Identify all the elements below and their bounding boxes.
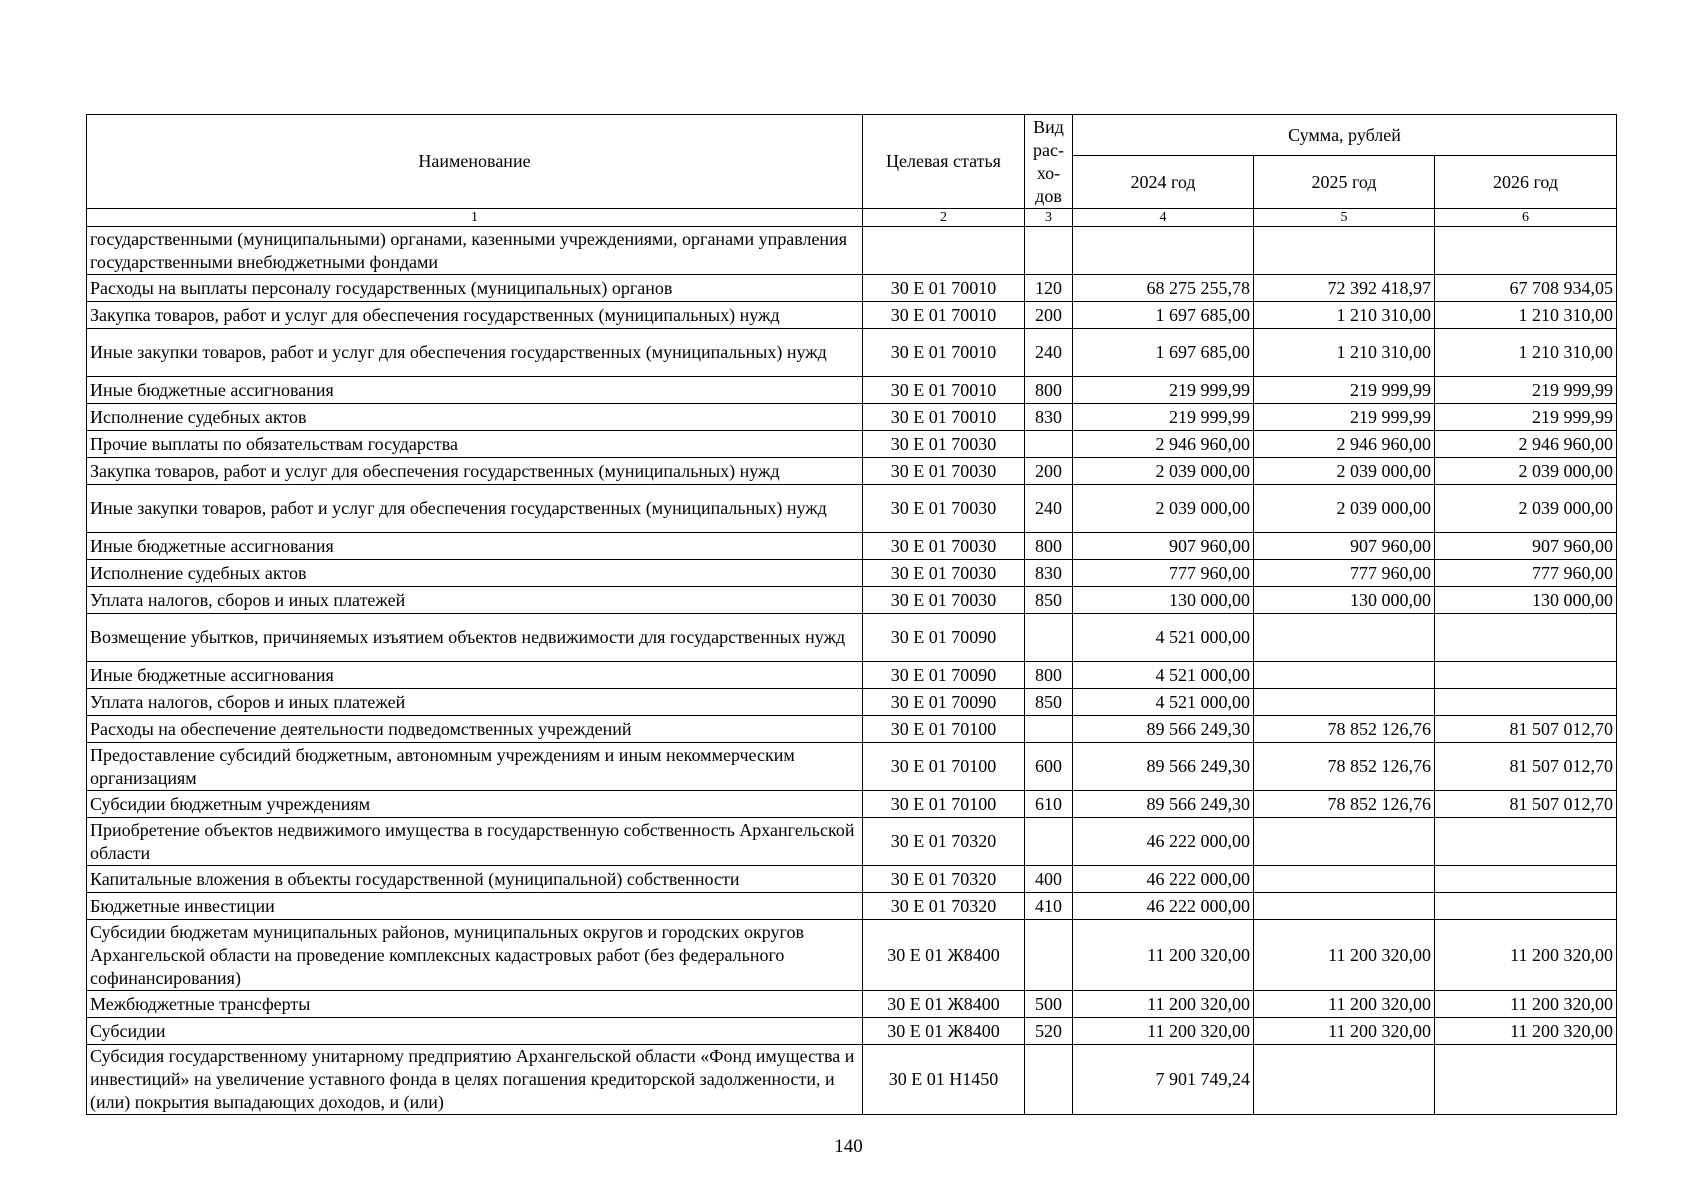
table-row [87,227,1617,275]
cell-amount-2024: 219 999,99 [1073,404,1254,431]
table-row [87,533,1617,560]
table-row [87,329,1617,377]
cell-target-article: 30 Е 01 70010 [863,302,1025,329]
table-row [87,991,1617,1018]
table-row [87,614,1617,662]
column-number: 2 [863,209,1025,227]
cell-name: Иные закупки товаров, работ и услуг для обеспечения государственных (муниципальных) нужд [87,485,863,533]
cell-amount-2024: 89 566 249,30 [1073,791,1254,818]
cell-amount-2024: 4 521 000,00 [1073,689,1254,716]
cell-amount-2024: 11 200 320,00 [1073,991,1254,1018]
cell-amount-2024: 1 697 685,00 [1073,329,1254,377]
cell-amount-2026: 11 200 320,00 [1435,1018,1617,1045]
cell-amount-2026 [1435,1045,1617,1115]
cell-amount-2024: 89 566 249,30 [1073,743,1254,791]
cell-amount-2025 [1254,227,1435,275]
cell-amount-2024: 11 200 320,00 [1073,920,1254,991]
cell-amount-2024: 7 901 749,24 [1073,1045,1254,1115]
table-row [87,689,1617,716]
cell-amount-2025: 78 852 126,76 [1254,716,1435,743]
cell-name: Возмещение убытков, причиняемых изъятием объектов недвижимости для государственных нужд [87,614,863,662]
cell-target-article: 30 Е 01 Ж8400 [863,1018,1025,1045]
cell-amount-2024: 11 200 320,00 [1073,1018,1254,1045]
cell-amount-2026: 11 200 320,00 [1435,991,1617,1018]
cell-expense-kind: 520 [1025,1018,1073,1045]
cell-name: Капитальные вложения в объекты государственной (муниципальной) собственности [87,866,863,893]
cell-name: Иные бюджетные ассигнования [87,377,863,404]
cell-amount-2026: 81 507 012,70 [1435,743,1617,791]
cell-amount-2026: 2 039 000,00 [1435,485,1617,533]
cell-amount-2024: 89 566 249,30 [1073,716,1254,743]
cell-amount-2025: 130 000,00 [1254,587,1435,614]
cell-amount-2025: 219 999,99 [1254,377,1435,404]
cell-name: Иные бюджетные ассигнования [87,662,863,689]
cell-amount-2026: 67 708 934,05 [1435,275,1617,302]
cell-target-article: 30 Е 01 70010 [863,275,1025,302]
cell-name: Межбюджетные трансферты [87,991,863,1018]
cell-amount-2025: 2 946 960,00 [1254,431,1435,458]
cell-amount-2026: 219 999,99 [1435,404,1617,431]
cell-expense-kind: 850 [1025,689,1073,716]
cell-expense-kind: 200 [1025,458,1073,485]
cell-expense-kind: 120 [1025,275,1073,302]
cell-expense-kind: 200 [1025,302,1073,329]
cell-name: Субсидии бюджетным учреждениям [87,791,863,818]
cell-amount-2026 [1435,614,1617,662]
table-row [87,302,1617,329]
cell-expense-kind [1025,431,1073,458]
cell-name: Уплата налогов, сборов и иных платежей [87,587,863,614]
cell-target-article: 30 Е 01 70030 [863,560,1025,587]
cell-amount-2025: 907 960,00 [1254,533,1435,560]
header-sum: Сумма, рублей [1073,115,1617,156]
table-row [87,920,1617,991]
cell-expense-kind: 830 [1025,560,1073,587]
cell-target-article: 30 Е 01 70010 [863,377,1025,404]
cell-amount-2026: 219 999,99 [1435,377,1617,404]
cell-name: Расходы на обеспечение деятельности подведомственных учреждений [87,716,863,743]
cell-target-article: 30 Е 01 70030 [863,533,1025,560]
cell-amount-2025: 11 200 320,00 [1254,991,1435,1018]
table-row [87,560,1617,587]
cell-target-article: 30 Е 01 Ж8400 [863,920,1025,991]
header-year-2025: 2025 год [1254,156,1435,209]
cell-name: государственными (муниципальными) органами, казенными учреждениями, органами управления государственными внебюджетными фондами [87,227,863,275]
cell-expense-kind: 400 [1025,866,1073,893]
cell-expense-kind: 800 [1025,662,1073,689]
cell-target-article: 30 Е 01 70320 [863,893,1025,920]
cell-amount-2025: 2 039 000,00 [1254,458,1435,485]
cell-amount-2026: 11 200 320,00 [1435,920,1617,991]
cell-amount-2025: 219 999,99 [1254,404,1435,431]
column-number: 1 [87,209,863,227]
table-row [87,743,1617,791]
table-row [87,662,1617,689]
table-row [87,431,1617,458]
cell-amount-2025 [1254,866,1435,893]
header-expense-kind: Вид рас-хо-дов [1025,115,1073,209]
cell-amount-2026: 1 210 310,00 [1435,329,1617,377]
cell-expense-kind [1025,227,1073,275]
cell-amount-2025: 72 392 418,97 [1254,275,1435,302]
cell-target-article: 30 Е 01 70090 [863,662,1025,689]
cell-target-article: 30 Е 01 70030 [863,458,1025,485]
cell-expense-kind: 850 [1025,587,1073,614]
cell-amount-2024: 130 000,00 [1073,587,1254,614]
cell-amount-2026 [1435,893,1617,920]
cell-amount-2024: 1 697 685,00 [1073,302,1254,329]
cell-amount-2024: 219 999,99 [1073,377,1254,404]
cell-name: Бюджетные инвестиции [87,893,863,920]
table-row [87,791,1617,818]
cell-amount-2026 [1435,866,1617,893]
cell-amount-2024: 46 222 000,00 [1073,866,1254,893]
cell-amount-2026: 2 039 000,00 [1435,458,1617,485]
cell-name: Расходы на выплаты персоналу государственных (муниципальных) органов [87,275,863,302]
cell-amount-2024: 907 960,00 [1073,533,1254,560]
cell-amount-2025 [1254,818,1435,866]
cell-target-article: 30 Е 01 70010 [863,329,1025,377]
cell-expense-kind: 800 [1025,377,1073,404]
cell-expense-kind: 500 [1025,991,1073,1018]
table-row [87,377,1617,404]
cell-name: Закупка товаров, работ и услуг для обеспечения государственных (муниципальных) нужд [87,458,863,485]
header-name: Наименование [87,115,863,209]
cell-amount-2024: 46 222 000,00 [1073,818,1254,866]
table-row [87,587,1617,614]
cell-target-article: 30 Е 01 70320 [863,818,1025,866]
cell-amount-2025: 78 852 126,76 [1254,791,1435,818]
column-numbers-row [87,209,1617,227]
table-row [87,458,1617,485]
column-number: 4 [1073,209,1254,227]
column-number: 3 [1025,209,1073,227]
budget-sheet [86,114,1616,1115]
cell-amount-2024 [1073,227,1254,275]
column-number: 5 [1254,209,1435,227]
cell-expense-kind [1025,716,1073,743]
cell-amount-2025: 78 852 126,76 [1254,743,1435,791]
cell-target-article: 30 Е 01 70100 [863,743,1025,791]
cell-name: Иные бюджетные ассигнования [87,533,863,560]
cell-amount-2026: 81 507 012,70 [1435,791,1617,818]
cell-expense-kind [1025,1045,1073,1115]
cell-target-article: 30 Е 01 70010 [863,404,1025,431]
cell-target-article [863,227,1025,275]
cell-amount-2024: 68 275 255,78 [1073,275,1254,302]
cell-amount-2025: 1 210 310,00 [1254,302,1435,329]
cell-amount-2026 [1435,227,1617,275]
table-row [87,485,1617,533]
cell-amount-2025: 2 039 000,00 [1254,485,1435,533]
cell-name: Исполнение судебных актов [87,560,863,587]
header-target-article: Целевая статья [863,115,1025,209]
cell-amount-2025 [1254,689,1435,716]
header-year-2024: 2024 год [1073,156,1254,209]
table-row [87,866,1617,893]
cell-expense-kind: 600 [1025,743,1073,791]
cell-amount-2024: 2 946 960,00 [1073,431,1254,458]
cell-amount-2024: 2 039 000,00 [1073,458,1254,485]
table-row [87,716,1617,743]
cell-name: Закупка товаров, работ и услуг для обеспечения государственных (муниципальных) нужд [87,302,863,329]
cell-expense-kind: 830 [1025,404,1073,431]
cell-amount-2026 [1435,689,1617,716]
column-number: 6 [1435,209,1617,227]
cell-target-article: 30 Е 01 70030 [863,431,1025,458]
table-row [87,404,1617,431]
cell-name: Субсидии бюджетам муниципальных районов, муниципальных округов и городских округов Архангельской области на проведение комплексных кадастровых работ (без федерального софинансирования) [87,920,863,991]
table-row [87,275,1617,302]
cell-amount-2025: 11 200 320,00 [1254,920,1435,991]
cell-name: Прочие выплаты по обязательствам государства [87,431,863,458]
cell-target-article: 30 Е 01 Н1450 [863,1045,1025,1115]
table-body [87,227,1617,1115]
cell-amount-2026: 1 210 310,00 [1435,302,1617,329]
cell-expense-kind: 240 [1025,329,1073,377]
cell-target-article: 30 Е 01 70320 [863,866,1025,893]
cell-expense-kind: 240 [1025,485,1073,533]
cell-name: Предоставление субсидий бюджетным, автономным учреждениям и иным некоммерческим организациям [87,743,863,791]
cell-target-article: 30 Е 01 70100 [863,716,1025,743]
cell-target-article: 30 Е 01 70030 [863,587,1025,614]
cell-amount-2026 [1435,662,1617,689]
cell-expense-kind [1025,920,1073,991]
cell-target-article: 30 Е 01 70090 [863,689,1025,716]
cell-amount-2025 [1254,662,1435,689]
cell-expense-kind: 800 [1025,533,1073,560]
cell-name: Уплата налогов, сборов и иных платежей [87,689,863,716]
header-year-2026: 2026 год [1435,156,1617,209]
table-row [87,1045,1617,1115]
cell-amount-2024: 2 039 000,00 [1073,485,1254,533]
cell-amount-2024: 777 960,00 [1073,560,1254,587]
budget-table [86,114,1617,1115]
cell-amount-2026: 81 507 012,70 [1435,716,1617,743]
cell-amount-2025 [1254,614,1435,662]
cell-amount-2024: 46 222 000,00 [1073,893,1254,920]
cell-expense-kind: 610 [1025,791,1073,818]
cell-amount-2024: 4 521 000,00 [1073,614,1254,662]
cell-name: Субсидия государственному унитарному предприятию Архангельской области «Фонд имущества и инвестиций» на увеличение уставного фонда в целях погашения кредиторской задолженности, и (или) покрытия выпадающих доходов, и (или) [87,1045,863,1115]
cell-name: Исполнение судебных актов [87,404,863,431]
cell-amount-2026: 777 960,00 [1435,560,1617,587]
cell-amount-2025: 11 200 320,00 [1254,1018,1435,1045]
cell-amount-2025: 777 960,00 [1254,560,1435,587]
cell-name: Иные закупки товаров, работ и услуг для обеспечения государственных (муниципальных) нужд [87,329,863,377]
cell-amount-2026: 907 960,00 [1435,533,1617,560]
cell-amount-2025 [1254,1045,1435,1115]
cell-name: Приобретение объектов недвижимого имущества в государственную собственность Архангельской области [87,818,863,866]
cell-amount-2026: 130 000,00 [1435,587,1617,614]
page-number: 140 [834,1136,863,1157]
cell-amount-2024: 4 521 000,00 [1073,662,1254,689]
cell-amount-2025: 1 210 310,00 [1254,329,1435,377]
cell-amount-2026 [1435,818,1617,866]
cell-expense-kind [1025,614,1073,662]
table-row [87,893,1617,920]
cell-target-article: 30 Е 01 Ж8400 [863,991,1025,1018]
cell-target-article: 30 Е 01 70090 [863,614,1025,662]
cell-target-article: 30 Е 01 70030 [863,485,1025,533]
table-row [87,1018,1617,1045]
cell-target-article: 30 Е 01 70100 [863,791,1025,818]
cell-expense-kind [1025,818,1073,866]
table-row [87,818,1617,866]
cell-amount-2025 [1254,893,1435,920]
cell-amount-2026: 2 946 960,00 [1435,431,1617,458]
cell-expense-kind: 410 [1025,893,1073,920]
cell-name: Субсидии [87,1018,863,1045]
